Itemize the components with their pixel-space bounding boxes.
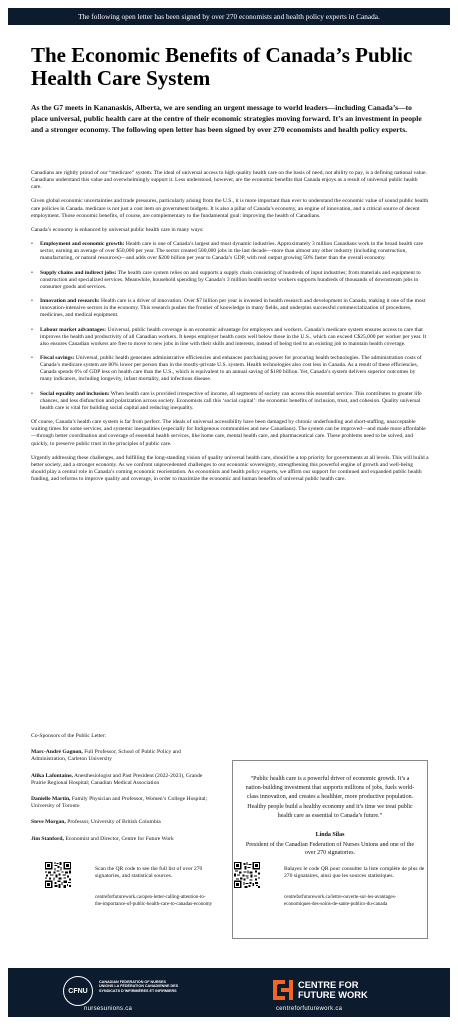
quote-author-role: President of the Canadian Federation of Nurses Unions and one of the over 270 signatories. [245, 842, 415, 857]
cosponsors [31, 733, 216, 852]
cosponsor [31, 836, 216, 843]
bullet-text: The health care system relies on and supports a supply chain consisting of hundreds of input industries; from materials and equipment to construction and specialized services. Meanwhile, household spending by Canada’s 3 million health sector workers supports hundreds of thousands of downstream jobs in consumer goods and services. [40, 269, 421, 290]
list-item [31, 270, 429, 291]
cosponsor [31, 819, 216, 826]
cosponsor-name: Danielle Martin, [31, 796, 71, 803]
cosponsor-role: Family Physician and Professor, Women’s College Hospital; University of Toronto [31, 796, 208, 810]
cffw-name-line1: CENTRE FOR [298, 980, 359, 990]
bullet-heading: Innovation and research: [40, 298, 100, 305]
bullet-icon: • [31, 354, 33, 361]
list-item [31, 391, 429, 412]
bullet-icon: • [31, 269, 33, 276]
bullet-icon: • [31, 326, 33, 333]
cfnu-url-link[interactable]: nursesunions.ca [84, 1006, 133, 1012]
bullet-icon: • [31, 241, 33, 248]
quote-author: Linda Silas [315, 832, 345, 839]
cosponsor [31, 796, 216, 810]
paragraph: Given global economic uncertainties and trade pressures, particularly arising from the U.S., it is more important than ever to understand the economic value of sound public health care policies in Canada. medicare is not just a cost item on government budgets. It is also a pillar of Canada’s economy, an engine of innovation, and a critical source of decent employment. Those economic benefits, of course, are complementary to the fundamental goal: improving the health of Canadians. [31, 198, 429, 219]
lead-paragraph: As the G7 meets in Kananaskis, Alberta, we are sending an urgent message to world leaders—including Canada’s—to place universal, public health care at the centre of their economic strategies moving forward. It’s an investment in people and a stronger economy. The following open letter has been signed by over 270 economists and health policy experts. [31, 103, 422, 135]
qr-url-fr[interactable]: centreforfuturework.ca/lettre-ouverte-sur-les-avantages-economiques-des-soins-de-sante-publics-du-canada [284, 895, 397, 907]
bullet-text: When health care is provided irrespective of income, all segments of society can access this essential service. This contributes to greater life chances, and less disfunction and polarization across society. Economists call this ‘social capital’: the economic benefits of inclusion, trust, and cohesion. Quality universal health care is vital for building social capital and reducing inequality. [40, 390, 422, 411]
cosponsor-role: Economist and Director, Centre for Future Work [63, 835, 174, 842]
cosponsor-role: Full Professor, School of Public Policy and Administration, Carleton University [31, 749, 181, 763]
paragraph: Canadians are rightly proud of our “medicare” system. The ideal of universal access to high quality health care on the basis of need, not ability to pay, is a defining national value. Canadians understand this value and overwhelmingly support it. Less understood, however, are the economic benefits that Canada enjoys as a result of universal public health care. [31, 170, 427, 191]
bullet-heading: Employment and economic growth: [40, 241, 125, 248]
cffw-url-link[interactable]: centreforfuturework.ca [276, 1006, 343, 1012]
qr-text-fr: Balayez le code QR pour consulter la liste complète de plus de 270 signataires, ainsi que les sources statistiques. [284, 866, 425, 880]
quote-text: “Public health care is a powerful driver of economic growth. It’s a nation-building investment that supports millions of jobs, fuels world-class innovation, and creates a healthier, more productive population. Healthy people build a healthy economy and it’s time we treat public health care as essential to Canada’s future.” [245, 776, 415, 819]
bullet-heading: Social equality and inclusion: [40, 390, 110, 397]
bullet-heading: Fiscal savings: [40, 354, 75, 361]
paragraph: Canada’s economy is enhanced by universal public health care in many ways: [31, 226, 204, 233]
qr-url-en[interactable]: centreforfuturework.ca/open-letter-calling-attention-to-the-importance-of-public-health-care-to-canadas-economy [95, 895, 213, 907]
bullet-text: Health care is a driver of innovation. Over $7 billion per year is invested in health research and development in Canada, making it one of the most innovation-intensive sectors in the economy. This research pushes the frontier of knowledge in many fields, and underpins successful commercialization of procedures, medicines, and medical equipment. [40, 298, 426, 319]
cosponsor [31, 773, 216, 787]
cosponsor-name: Steve Morgan, [31, 819, 66, 826]
bullet-icon: • [31, 390, 33, 397]
footer [8, 968, 450, 1017]
bullet-icon: • [31, 298, 33, 305]
paragraph: Of course, Canada’s health care system is far from perfect. The ideals of universal accessibility have been damaged by chronic underfunding and short-staffing, unacceptable waiting times for some services, and systemic inequalities (especially for Indigenous communities and new Canadians). The system can be improved—and made more affordable—through better coordination and coverage of essential health services, like home care, mental health care, and pharmaceutical care. These problems need to be solved, and quickly, to preserve public trust in the principles of public care. [31, 419, 426, 447]
bullet-heading: Supply chains and indirect jobs: [40, 269, 117, 276]
qr-text-en: Scan the QR code to see the full list of over 270 signatories, and statistical sources. [95, 866, 203, 880]
bullet-text: Health care is one of Canada’s largest and most dynamic industries. Approximately 3 million Canadians work in the broad health care sector, earning an average of over $50,000 per year. The sector created 500,000 jobs in the last decade—more than almost any other industry (including construction, manufacturing, or natural resources)—and adds over $200 billion per year to Canada’s GDP, with real output growing 50% faster than the overall economy. [40, 241, 423, 262]
cfnu-name: CANADIAN FEDERATION OF NURSES UNIONS LA FÉDÉRATION CANADIENNE DES SYNDICATS D’INFIRMIÈRES ET INFIRMIERS [99, 980, 179, 993]
page-title: The Economic Benefits of Canada’s Public Health Care System [31, 43, 413, 90]
letter-body [31, 170, 429, 490]
cosponsor-name: Marc-André Gagnon, [31, 749, 83, 756]
quote-box [232, 760, 428, 939]
list-item [31, 327, 429, 348]
cosponsors-title: Co-Sponsors of the Public Letter: [31, 733, 107, 739]
list-item [31, 355, 429, 384]
cosponsor-role: Professor, University of British Columbia [65, 819, 161, 826]
benefits-list [31, 241, 429, 412]
cffw-name [298, 980, 368, 1000]
cosponsor [31, 749, 216, 763]
list-item [31, 241, 429, 262]
top-banner: The following open letter has been signed by over 270 economists and health policy experts in Canada. [8, 8, 450, 25]
cfnu-logo: CFNU [63, 976, 93, 1006]
bullet-heading: Labour market advantages: [40, 326, 107, 333]
cosponsor-name: Jim Stanford, [31, 835, 64, 842]
qr-code-icon[interactable] [234, 862, 260, 888]
qr-code-icon[interactable] [45, 862, 71, 888]
paragraph: Urgently addressing these challenges, and fulfilling the long-standing vision of quality universal health care, should be a top priority for governments at all levels. This will build a better society, and a stronger economy. As we confront unprecedented challenges to our economic sovereignty, strengthening this powerful engine of growth and well-being should play a central role in Canada’s coming economic reorientation. As economists and health policy experts, we affirm our support for continued and expanded public health funding, and reforms to improve quality and coverage, in order to maximize the economic and human benefits of universal public health care. [31, 454, 429, 483]
cffw-logo-icon [273, 980, 293, 1000]
cosponsor-role: Anesthesiologist and Past President (2022-2023), Grande Prairie Regional Hospital; Canadian Medical Association [31, 772, 203, 786]
bullet-text: Universal, public health coverage is an economic advantage for employers and workers. Canada’s medicare system ensures access to care that improves the health and productivity of all Canadian workers. It keeps employer health costs well below those in the U.S., which can exceed C$25,000 per worker per year. It also ensures Canadian workers are free to move to new jobs in line with their skills and interests, instead of being tied to an existing job to maintain health coverage. [40, 326, 427, 347]
cffw-name-line2: FUTURE WORK [298, 990, 368, 1000]
bullet-text: Universal, public health generates administrative efficiencies and enhances purchasing power for procuring health technologies. The administration costs of Canada’s medicare system are 80% lower per person than in the mostly-private U.S. system. Health technologies also cost less in Canada. As a result of these efficiencies, Canada spends 6% of GDP less on health care than the U.S., which is equivalent to an annual saving of $180 billion. Yet, Canada’s system delivers superior outcomes by many indicators, including longevity, infant mortality, and infectious disease. [40, 354, 422, 383]
cosponsor-name: Alika Lafontaine, [31, 772, 73, 779]
list-item [31, 298, 429, 319]
